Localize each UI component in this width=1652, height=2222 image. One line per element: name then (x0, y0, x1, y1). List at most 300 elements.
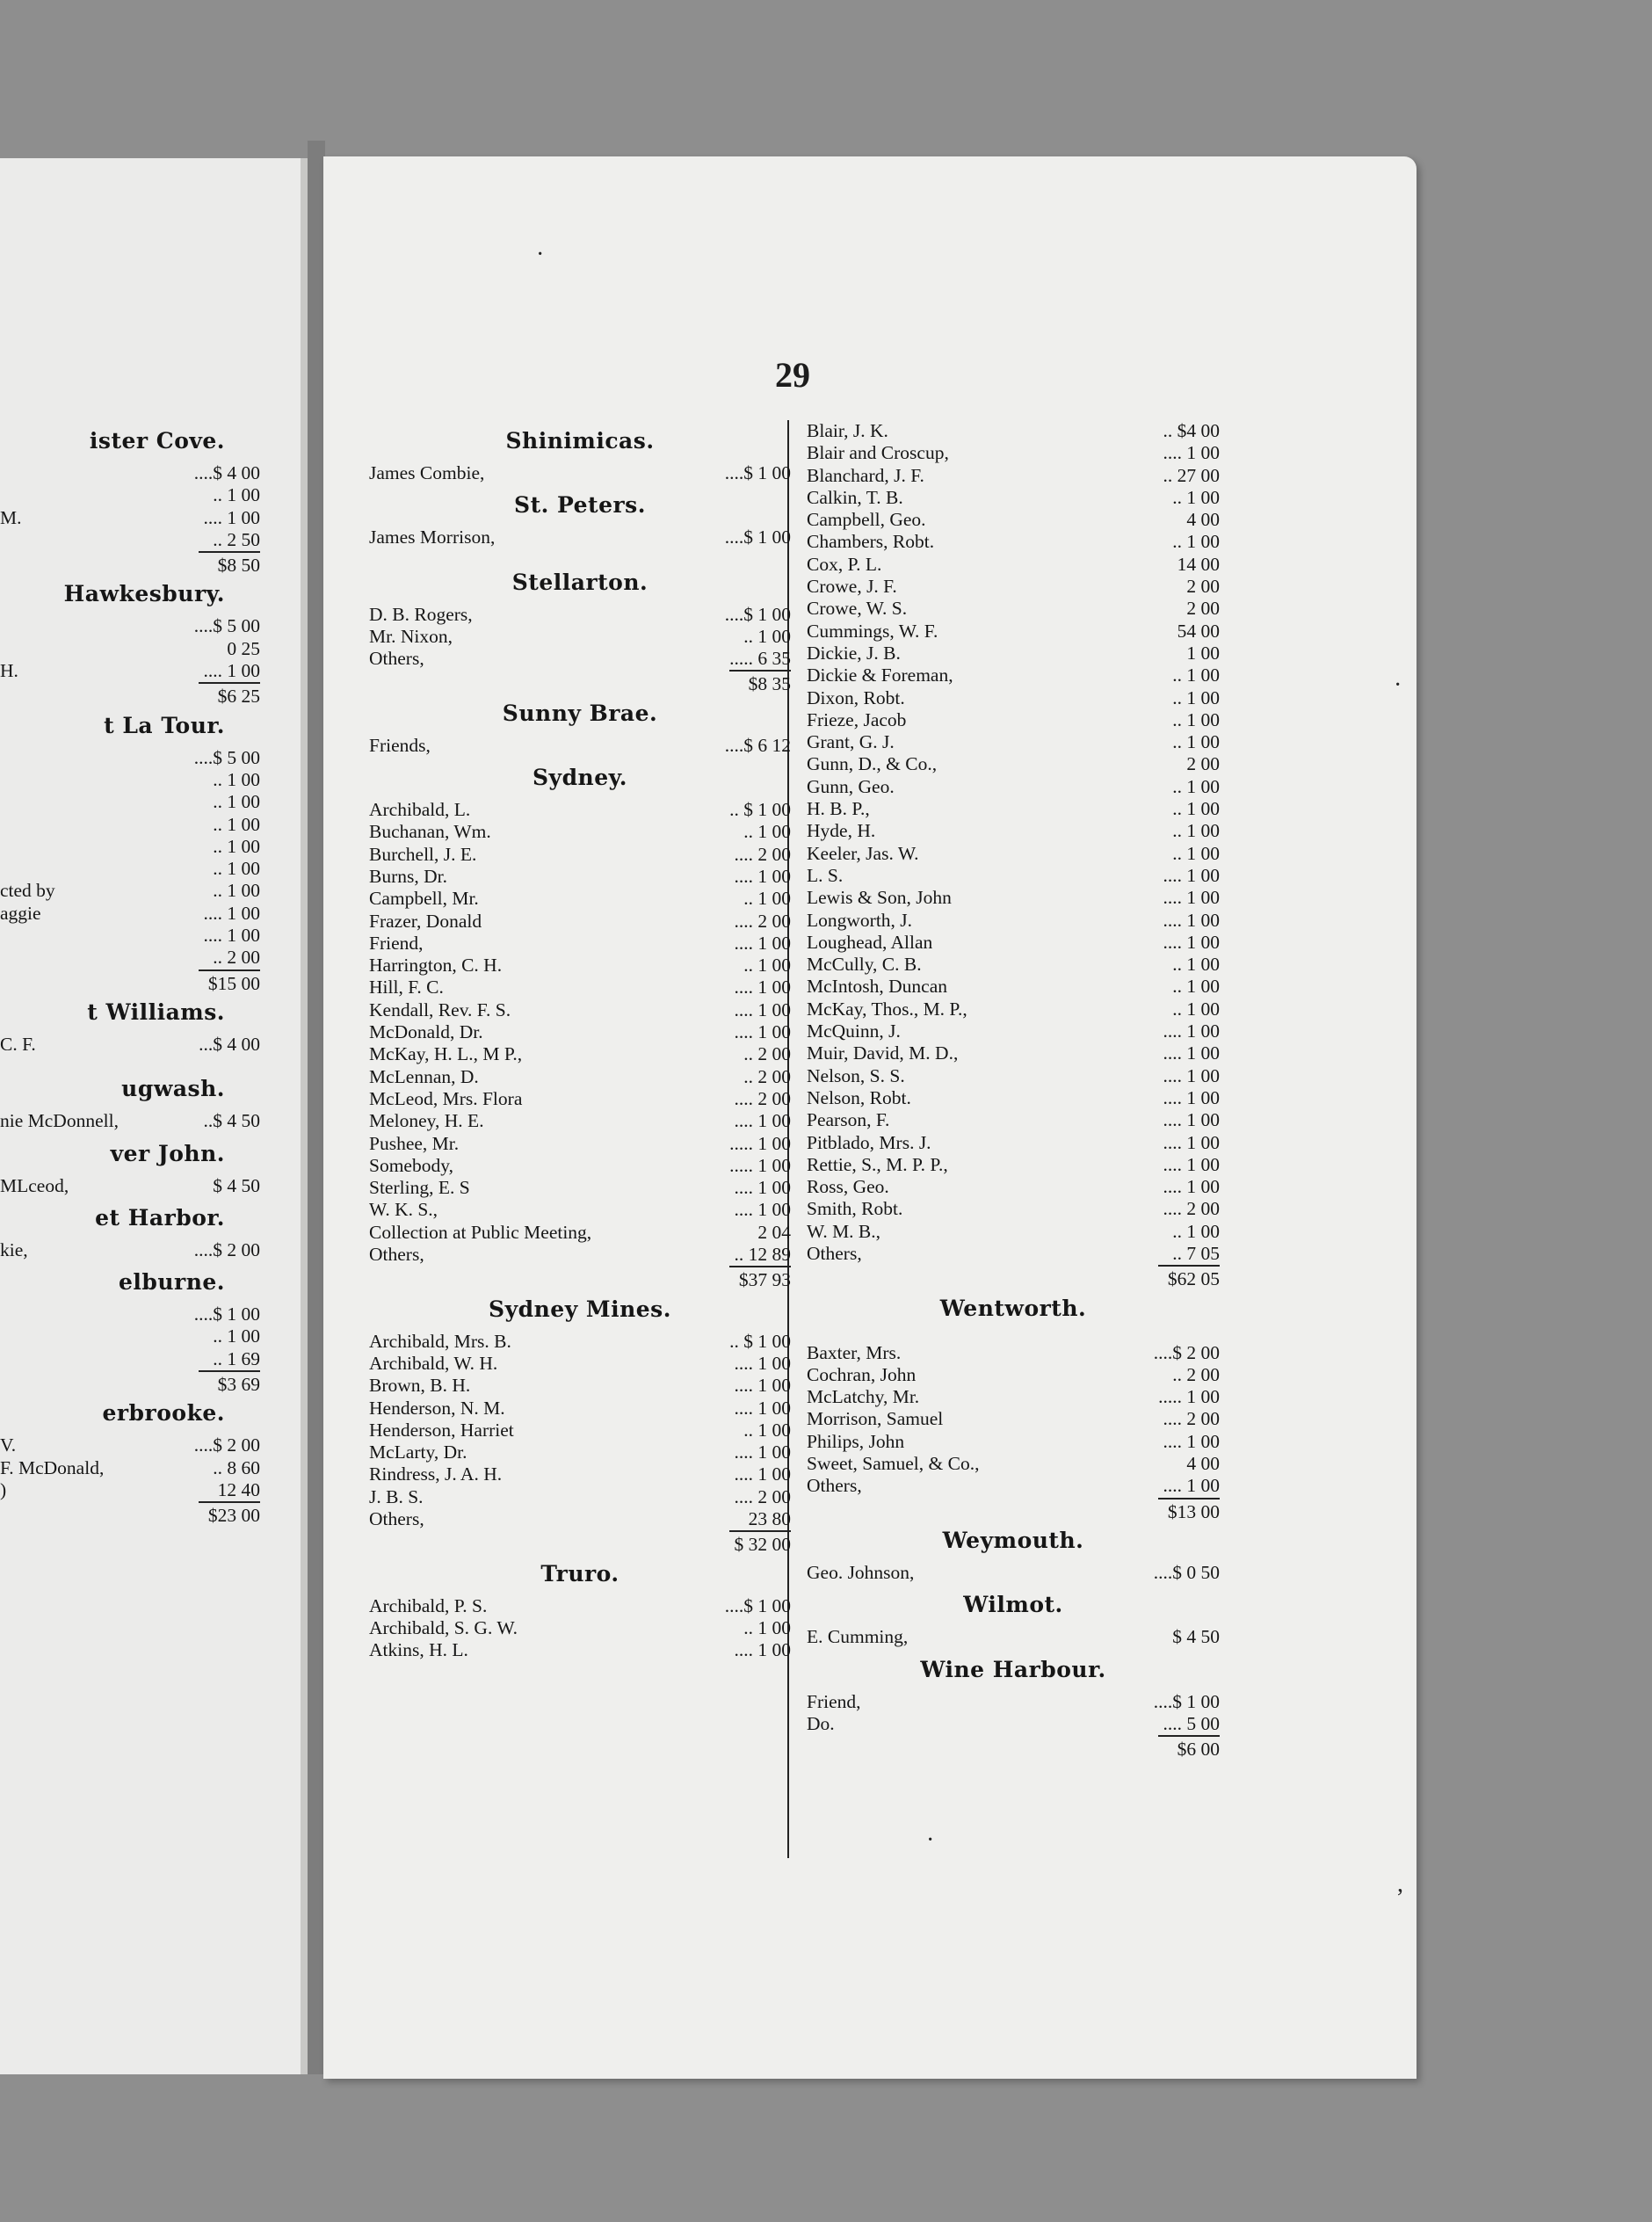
donor-entry (369, 462, 791, 484)
donor-entry (807, 954, 1220, 976)
donation-amount: ..... 1 00 (729, 1132, 791, 1154)
donation-amount: .... 1 00 (1163, 887, 1220, 909)
print-speck: · (926, 1826, 935, 1854)
donor-name: McKay, H. L., M P., (369, 1043, 523, 1065)
donor-entry (807, 687, 1220, 709)
donor-entry (807, 1243, 1220, 1265)
donation-amount: .... 1 00 (1163, 864, 1220, 886)
donor-entry (0, 638, 260, 660)
donation-amount: .. 1 00 (1172, 1220, 1220, 1242)
donor-name: Gunn, D., & Co., (807, 753, 938, 775)
donation-amount: 4 00 (1186, 509, 1220, 531)
donor-entry (369, 821, 791, 843)
donor-name: Gunn, Geo. (807, 775, 895, 797)
section-heading: St. Peters. (514, 492, 646, 519)
section-heading: t Williams. (87, 998, 225, 1025)
donor-entry (0, 947, 260, 969)
donation-amount: ....$ 1 00 (193, 1303, 260, 1325)
donor-entry (807, 465, 1220, 487)
donation-amount: .. 1 00 (1172, 954, 1220, 976)
donor-entry (0, 660, 260, 682)
donation-amount: .... 1 00 (1163, 1042, 1220, 1064)
donation-amount: .... 1 00 (1163, 1176, 1220, 1198)
book-gutter (308, 141, 325, 2074)
donation-amount: $ 4 50 (213, 1174, 260, 1196)
section-heading: erbrooke. (102, 1400, 225, 1427)
donor-entry (0, 903, 260, 925)
donor-name: Rindress, J. A. H. (369, 1463, 503, 1485)
donor-entry (807, 1691, 1220, 1713)
donation-amount: .... 1 00 (734, 1463, 791, 1485)
donation-amount: .... 2 00 (1163, 1408, 1220, 1430)
donor-entry (807, 976, 1220, 998)
donor-entry (369, 648, 791, 670)
donor-entry (807, 1713, 1220, 1735)
donation-amount: .. 7 05 (1172, 1242, 1220, 1264)
donor-name: Archibald, S. G. W. (369, 1616, 518, 1638)
donor-entry (0, 507, 260, 529)
donor-entry (0, 814, 260, 836)
donation-amount: .. 1 00 (1172, 775, 1220, 797)
donor-entry (0, 1325, 260, 1347)
donor-entry (807, 1132, 1220, 1154)
donor-name: Do. (807, 1712, 835, 1734)
donor-name: Kendall, Rev. F. S. (369, 998, 511, 1020)
donation-amount: .... 1 00 (1163, 931, 1220, 953)
donor-entry (0, 769, 260, 791)
donor-entry (807, 1453, 1220, 1475)
section-heading: ver John. (110, 1140, 225, 1166)
donor-name: Archibald, P. S. (369, 1594, 488, 1616)
total-amount: $13 00 (1158, 1498, 1220, 1523)
donor-name: Atkins, H. L. (369, 1639, 468, 1661)
donor-entry (369, 1199, 791, 1221)
donor-name: Archibald, W. H. (369, 1352, 498, 1374)
donor-entry (369, 1486, 791, 1508)
donor-name: Friends, (369, 734, 431, 756)
donor-entry (0, 1239, 260, 1261)
donor-name: Rettie, S., M. P. P., (807, 1153, 948, 1175)
section-total (807, 1735, 1220, 1761)
donor-entry (807, 1562, 1220, 1584)
donor-entry (369, 1043, 791, 1065)
donor-name: Meloney, H. E. (369, 1110, 484, 1132)
donation-amount: .. 1 00 (213, 484, 260, 506)
donor-entry (369, 933, 791, 955)
section-total (369, 1530, 791, 1556)
donation-amount: .. $4 00 (1163, 420, 1220, 441)
donation-amount: .. $ 1 00 (729, 799, 791, 821)
donor-name: James Morrison, (369, 526, 496, 548)
donation-amount: .. 2 00 (1172, 1363, 1220, 1385)
donor-entry (0, 836, 260, 858)
donor-name: Others, (369, 648, 424, 670)
donation-amount: ....$ 2 00 (1153, 1341, 1220, 1363)
donation-amount: .... 1 00 (1163, 1064, 1220, 1086)
donor-name: Cochran, John (807, 1363, 917, 1385)
donor-name: Blair, J. K. (807, 420, 888, 441)
donor-entry (807, 1109, 1220, 1131)
donor-name: Lewis & Son, John (807, 887, 952, 909)
section-heading: t La Tour. (104, 712, 225, 738)
donation-amount: ..... 6 35 (729, 648, 791, 670)
donor-name: McIntosh, Duncan (807, 976, 948, 998)
donor-name: Crowe, W. S. (807, 598, 908, 620)
donation-amount: .... 1 00 (1163, 1020, 1220, 1042)
section-total (0, 1370, 260, 1396)
donation-amount: 1 00 (1186, 642, 1220, 664)
donor-entry (0, 1303, 260, 1325)
donor-entry (807, 420, 1220, 442)
donor-entry (807, 932, 1220, 954)
donor-entry (369, 799, 791, 821)
donor-name: Chambers, Robt. (807, 531, 935, 553)
donation-amount: .... 1 00 (1163, 909, 1220, 931)
donor-name: Archibald, Mrs. B. (369, 1330, 511, 1352)
donor-name: M. (0, 506, 22, 528)
donor-name: Burchell, J. E. (369, 843, 477, 865)
donor-entry (807, 1364, 1220, 1386)
donation-amount: ....$ 5 00 (193, 615, 260, 637)
donor-entry (807, 487, 1220, 509)
donor-entry (0, 1348, 260, 1370)
donor-entry (0, 484, 260, 506)
donor-entry (369, 1398, 791, 1420)
donation-amount: ..$ 4 50 (203, 1110, 260, 1132)
left-page-column (0, 420, 260, 1527)
donor-name: McQuinn, J. (807, 1020, 901, 1042)
donor-entry (369, 1617, 791, 1639)
section-heading: Truro. (540, 1560, 620, 1587)
donor-entry (369, 1463, 791, 1485)
donor-entry (807, 1386, 1220, 1408)
donor-name: V. (0, 1434, 17, 1456)
spacer (807, 1330, 1220, 1342)
donor-entry (0, 1457, 260, 1479)
section-heading: Wine Harbour. (920, 1656, 1106, 1682)
donor-entry (0, 858, 260, 880)
section-heading: Hawkesbury. (63, 581, 225, 607)
donor-entry (0, 1110, 260, 1132)
donor-name: Sterling, E. S (369, 1177, 470, 1199)
donation-amount: .... 1 00 (734, 1375, 791, 1397)
donation-amount: .. 1 00 (1172, 486, 1220, 508)
donor-entry (807, 1408, 1220, 1430)
donor-name: Morrison, Samuel (807, 1408, 944, 1430)
donor-entry (807, 887, 1220, 909)
donor-entry (0, 1434, 260, 1456)
donation-amount: .... 1 00 (203, 660, 260, 682)
section-total (369, 670, 791, 695)
total-amount: $6 00 (1158, 1735, 1220, 1761)
donor-name: Nelson, S. S. (807, 1064, 905, 1086)
print-speck: · (1394, 672, 1402, 699)
donor-name: H. B. P., (807, 798, 870, 820)
section-total (807, 1265, 1220, 1290)
section-total (807, 1498, 1220, 1520)
donation-amount: .. 2 00 (743, 1065, 791, 1087)
donation-amount: .. 2 50 (213, 528, 260, 550)
donation-amount: .. 1 69 (213, 1347, 260, 1369)
section-heading: et Harbor. (95, 1204, 225, 1231)
donation-amount: .. $ 1 00 (729, 1330, 791, 1352)
total-amount: $23 00 (199, 1501, 260, 1527)
donor-entry (807, 910, 1220, 932)
donation-amount: .... 1 00 (734, 1639, 791, 1661)
donation-amount: ....$ 4 00 (193, 462, 260, 483)
donor-entry (369, 604, 791, 626)
column-b (807, 420, 1220, 1761)
donation-amount: 14 00 (1177, 553, 1220, 575)
donor-name: Calkin, T. B. (807, 486, 903, 508)
donation-amount: .... 1 00 (734, 1199, 791, 1221)
donor-name: Grant, G. J. (807, 731, 895, 753)
donor-entry (369, 1133, 791, 1155)
donor-entry (807, 798, 1220, 820)
donor-entry (369, 1331, 791, 1353)
donor-name: Henderson, Harriet (369, 1419, 514, 1441)
donor-entry (369, 911, 791, 933)
donor-entry (807, 509, 1220, 531)
donor-entry (807, 865, 1220, 887)
donation-amount: ....$ 1 00 (1153, 1690, 1220, 1712)
donor-entry (0, 1034, 260, 1056)
donation-amount: .... 1 00 (1163, 1430, 1220, 1452)
donor-name: Mr. Nixon, (369, 625, 453, 647)
donor-name: Dickie & Foreman, (807, 664, 953, 686)
donation-amount: .... 2 00 (734, 1087, 791, 1109)
donor-entry (807, 1154, 1220, 1176)
donor-entry (369, 1595, 791, 1617)
donor-entry (369, 1088, 791, 1110)
donor-name: Dixon, Robt. (807, 686, 905, 708)
donor-name: Archibald, L. (369, 799, 471, 821)
total-amount: $3 69 (199, 1370, 260, 1396)
donor-name: Pitblado, Mrs. J. (807, 1131, 931, 1153)
donor-entry (807, 1342, 1220, 1364)
section-heading: Sydney Mines. (489, 1296, 671, 1322)
donation-amount: .... 1 00 (734, 1441, 791, 1463)
donor-entry (807, 843, 1220, 865)
donation-amount: .... 1 00 (734, 1177, 791, 1199)
donor-name: McLeod, Mrs. Flora (369, 1087, 523, 1109)
print-speck: , (1397, 1870, 1403, 1898)
donor-entry (369, 1375, 791, 1397)
total-amount: $6 25 (199, 682, 260, 708)
donation-amount: ....$ 1 00 (724, 526, 791, 548)
left-page-edge (301, 158, 308, 2074)
donor-name: McKay, Thos., M. P., (807, 998, 967, 1020)
donor-name: Longworth, J. (807, 909, 913, 931)
donor-entry (807, 731, 1220, 753)
donation-amount: .. 8 60 (213, 1456, 260, 1478)
section-total (369, 1266, 791, 1291)
donation-amount: .. 1 00 (743, 955, 791, 977)
donor-name: E. Cumming, (807, 1626, 909, 1648)
donor-entry (807, 998, 1220, 1020)
donation-amount: 23 80 (748, 1507, 791, 1529)
donation-amount: .. 1 00 (213, 835, 260, 857)
donation-amount: .. 1 00 (213, 768, 260, 790)
donation-amount: .. 1 00 (743, 625, 791, 647)
donation-amount: .. 12 89 (734, 1244, 791, 1266)
donor-entry (369, 1639, 791, 1661)
donation-amount: .... 2 00 (734, 1485, 791, 1507)
donation-amount: ....$ 2 00 (193, 1238, 260, 1260)
donor-name: C. F. (0, 1033, 36, 1055)
spacer (369, 549, 791, 562)
donor-entry (0, 1479, 260, 1501)
donor-entry (807, 1475, 1220, 1497)
donor-entry (807, 621, 1220, 643)
donor-name: F. McDonald, (0, 1456, 105, 1478)
donor-entry (807, 442, 1220, 464)
donor-entry (807, 1626, 1220, 1648)
donation-amount: ....$ 6 12 (724, 734, 791, 756)
donation-amount: 12 40 (217, 1478, 260, 1500)
donation-amount: .... 5 00 (1163, 1712, 1220, 1734)
section-heading: elburne. (118, 1269, 225, 1296)
donor-name: H. (0, 660, 18, 682)
donation-amount: .. 1 00 (1172, 798, 1220, 820)
donor-entry (807, 709, 1220, 731)
donor-name: Cox, P. L. (807, 553, 882, 575)
donor-entry (369, 1508, 791, 1530)
donor-entry (369, 1441, 791, 1463)
donor-entry (807, 1198, 1220, 1220)
donor-name: Campbell, Geo. (807, 509, 926, 531)
donation-amount: .... 2 00 (734, 843, 791, 865)
donor-name: Frieze, Jacob (807, 708, 907, 730)
donation-amount: .. 1 00 (1172, 708, 1220, 730)
page-number: 29 (775, 355, 810, 395)
total-amount: $15 00 (199, 969, 260, 995)
donation-amount: .... 1 00 (734, 932, 791, 954)
donor-name: Dickie, J. B. (807, 642, 901, 664)
donor-entry (369, 1110, 791, 1132)
donor-name: D. B. Rogers, (369, 603, 473, 625)
donor-entry (369, 1021, 791, 1043)
donation-amount: .... 1 00 (1163, 1086, 1220, 1108)
total-amount: $37 93 (729, 1266, 791, 1291)
donation-amount: ....$ 1 00 (724, 603, 791, 625)
donation-amount: ..... 1 00 (1158, 1386, 1220, 1408)
donation-amount: .. 2 00 (213, 947, 260, 969)
donor-name: Others, (369, 1507, 424, 1529)
donation-amount: ....$ 5 00 (193, 746, 260, 768)
donation-amount: .. 1 00 (213, 813, 260, 835)
donor-name: Buchanan, Wm. (369, 821, 491, 843)
donor-entry (807, 1042, 1220, 1064)
donation-amount: .. 1 00 (213, 880, 260, 902)
donation-amount: .... 2 00 (734, 910, 791, 932)
donor-entry (807, 820, 1220, 842)
donation-amount: .... 1 00 (1163, 1153, 1220, 1175)
donor-entry (369, 977, 791, 998)
donation-amount: 2 00 (1186, 598, 1220, 620)
donation-amount: 4 00 (1186, 1453, 1220, 1475)
donor-entry (0, 462, 260, 484)
donation-amount: .... 1 00 (203, 925, 260, 947)
donation-amount: ....$ 2 00 (193, 1434, 260, 1456)
donor-entry (369, 1177, 791, 1199)
donor-entry (807, 643, 1220, 664)
donation-amount: .. 27 00 (1163, 464, 1220, 486)
donation-amount: .. 1 00 (743, 821, 791, 843)
donor-name: James Combie, (369, 462, 485, 483)
spacer (0, 1056, 260, 1068)
section-heading: Wentworth. (939, 1295, 1087, 1321)
donor-name: Frazer, Donald (369, 910, 482, 932)
donation-amount: .... 1 00 (1163, 1475, 1220, 1497)
section-heading: ister Cove. (89, 428, 225, 454)
donor-entry (369, 999, 791, 1021)
donor-name: Blanchard, J. F. (807, 464, 924, 486)
donation-amount: .. 1 00 (1172, 998, 1220, 1020)
donor-name: McDonald, Dr. (369, 1021, 483, 1043)
donation-amount: 54 00 (1177, 620, 1220, 642)
donation-amount: .. 1 00 (1172, 976, 1220, 998)
donation-amount: .... 1 00 (203, 902, 260, 924)
donation-amount: .... 1 00 (734, 977, 791, 998)
donor-entry (369, 888, 791, 910)
donor-name: Geo. Johnson, (807, 1561, 915, 1583)
donor-entry (807, 576, 1220, 598)
donor-entry (369, 1066, 791, 1088)
donation-amount: ....$ 0 50 (1153, 1561, 1220, 1583)
donation-amount: .. 1 00 (1172, 664, 1220, 686)
donor-name: Philips, John (807, 1430, 905, 1452)
donor-entry (369, 866, 791, 888)
donation-amount: ..... 1 00 (729, 1154, 791, 1176)
section-total (0, 682, 260, 708)
donor-name: kie, (0, 1238, 28, 1260)
donor-name: Collection at Public Meeting, (369, 1221, 592, 1243)
donor-name: Loughead, Allan (807, 931, 933, 953)
donation-amount: .. 1 00 (213, 1325, 260, 1347)
donor-entry (807, 598, 1220, 620)
donor-name: Keeler, Jas. W. (807, 842, 919, 864)
donor-name: Cummings, W. F. (807, 620, 938, 642)
donation-amount: ...$ 4 00 (199, 1033, 260, 1055)
donor-entry (0, 791, 260, 813)
donor-name: Others, (369, 1244, 424, 1266)
donation-amount: .... 1 00 (734, 1397, 791, 1419)
donor-name: Burns, Dr. (369, 865, 447, 887)
section-heading: Weymouth. (942, 1527, 1084, 1553)
donor-entry (807, 664, 1220, 686)
donor-name: Friend, (369, 932, 424, 954)
donor-name: nie McDonnell, (0, 1110, 119, 1132)
donor-name: Smith, Robt. (807, 1198, 903, 1220)
donation-amount: .. 1 00 (743, 1616, 791, 1638)
total-amount: $ 32 00 (729, 1530, 791, 1556)
donation-amount: 2 00 (1186, 576, 1220, 598)
donor-name: cted by (0, 880, 55, 902)
donation-amount: 2 04 (757, 1221, 791, 1243)
donor-entry (369, 1222, 791, 1244)
donation-amount: .. 1 00 (213, 791, 260, 813)
donation-amount: 0 25 (227, 637, 260, 659)
donor-name: Campbell, Mr. (369, 888, 479, 910)
donation-amount: .... 1 00 (734, 1352, 791, 1374)
section-total (0, 1501, 260, 1527)
donor-name: Sweet, Samuel, & Co., (807, 1453, 980, 1475)
donor-name: Muir, David, M. D., (807, 1042, 959, 1064)
total-amount: $8 50 (199, 551, 260, 577)
donor-entry (369, 1244, 791, 1266)
donation-amount: ....$ 1 00 (724, 1594, 791, 1616)
